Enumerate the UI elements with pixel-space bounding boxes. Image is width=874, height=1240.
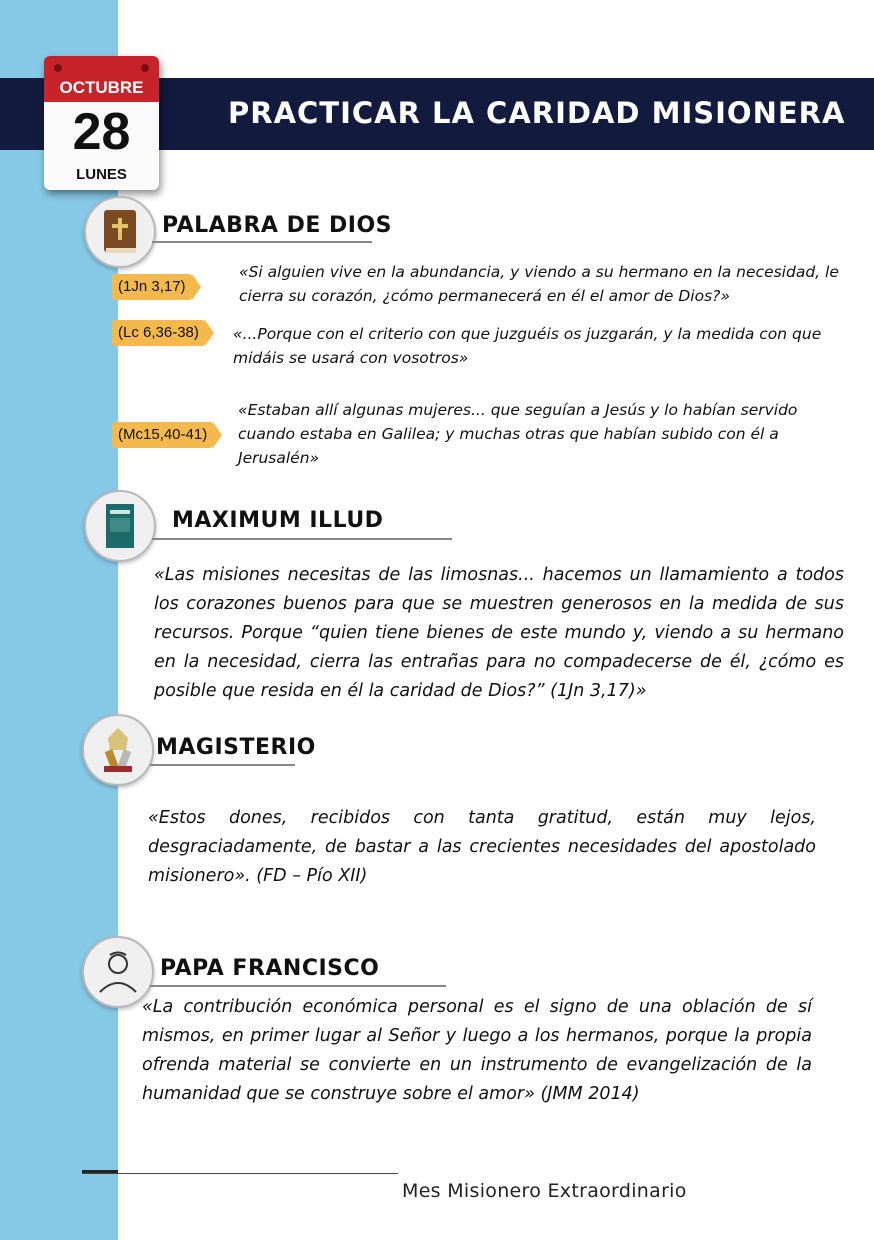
section-underline: [150, 764, 295, 766]
footer-title: Mes Misionero Extraordinario: [402, 1180, 687, 1202]
citation-ref: (1Jn 3,17): [112, 274, 192, 300]
citation-ref: (Lc 6,36-38): [112, 320, 205, 346]
bible-icon: [84, 196, 156, 268]
calendar-day: 28: [72, 103, 131, 161]
calendar-header: [44, 56, 159, 102]
book-icon: [84, 490, 156, 562]
section-underline: [150, 985, 446, 987]
maximum-illud-quote: «Las misiones necesitas de las limosnas... hacemos un llamamiento a todos los corazones buenos para que se muestren generosos en la medida de sus recursos. Porque “quien tiene bienes de este mundo y, viendo a su hermano en la necesidad, cierra las entrañas para no compadecerse de él, ¿cómo es posible que resida en él la caridad de Dios?” (1Jn 3,17)»: [154, 565, 844, 701]
ring-icon: [54, 64, 62, 72]
calendar-month: OCTUBRE: [59, 78, 144, 97]
citation-text: «Estaban allí algunas mujeres... que seguían a Jesús y lo habían servido cuando estaba en Galilea; y muchas otras que habían subido con él a Jerusalén»: [238, 401, 798, 467]
section-title-maximum: MAXIMUM ILLUD: [172, 508, 384, 533]
francisco-quote: «La contribución económica personal es el signo de una oblación de sí mismos, en primer lugar al Señor y luego a los hermanos, porque la propia ofrenda material se convierte en un instrumento de evangelización de la humanidad que se construye sobre el amor» (JMM 2014): [142, 997, 812, 1104]
ring-icon: [141, 64, 149, 72]
citation-text: «Si alguien vive en la abundancia, y viendo a su hermano en la necesidad, le cierra su corazón, ¿cómo permanecerá en él el amor de Dios?»: [239, 263, 839, 305]
calendar-weekday: LUNES: [76, 166, 127, 183]
citation-text: «...Porque con el criterio con que juzguéis os juzgarán, y la medida con que midáis se usará con vosotros»: [233, 325, 822, 367]
section-underline: [152, 538, 452, 540]
citation-ref: (Mc15,40-41): [112, 422, 213, 448]
section-title-francisco: PAPA FRANCISCO: [160, 956, 380, 981]
page-title: PRACTICAR LA CARIDAD MISIONERA: [228, 96, 846, 130]
section-title-magisterio: MAGISTERIO: [156, 735, 316, 760]
section-underline: [152, 241, 372, 243]
footer-rule: [82, 1173, 398, 1174]
magisterio-quote: «Estos dones, recibidos con tanta gratitud, están muy lejos, desgraciadamente, de bastar a las crecientes necesidades del apostolado misionero». (FD – Pío XII): [148, 808, 816, 886]
section-title-palabra: PALABRA DE DIOS: [162, 213, 393, 238]
papal-emblem-icon: [82, 714, 154, 786]
calendar-badge: [44, 56, 159, 190]
